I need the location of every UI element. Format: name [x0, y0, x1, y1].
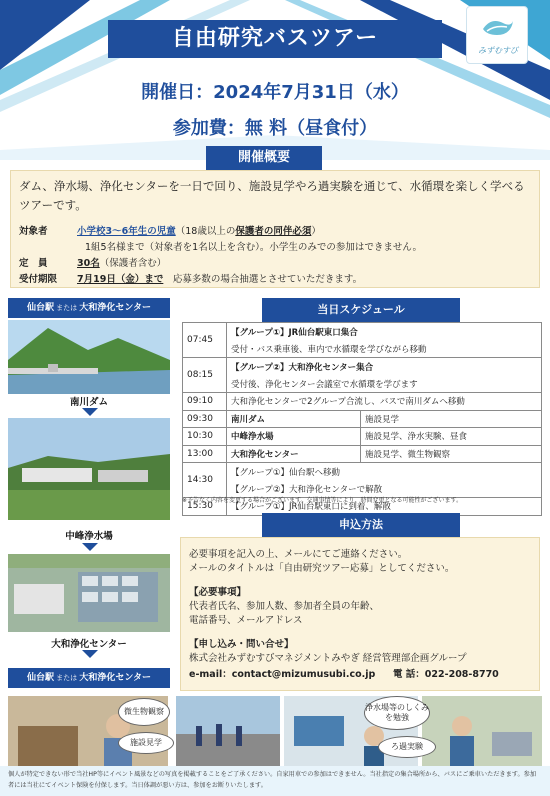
- schedule-place: 南川ダム: [227, 410, 361, 428]
- schedule-line: 【グループ①】JR仙台駅東口に到着、解散: [227, 498, 542, 516]
- route-column: [8, 298, 170, 694]
- capacity-row: [19, 255, 166, 269]
- target-row: [19, 223, 321, 237]
- activity-photo: [422, 696, 542, 766]
- purification-center-photo: [8, 554, 170, 632]
- schedule-time: 09:10: [183, 393, 227, 411]
- requirements-title: 【必要事項】: [189, 587, 247, 598]
- deadline-note: 応募多数の場合抽選とさせていただきます。: [172, 274, 363, 285]
- start-station-a: 仙台駅: [26, 303, 54, 313]
- apply-box: [180, 537, 540, 691]
- route-arrow-icon: [82, 543, 98, 551]
- footer: [0, 766, 550, 796]
- bubble-microbe: 微生物観察: [118, 698, 170, 726]
- schedule-time: 09:30: [183, 410, 227, 428]
- capacity-value: 30名: [77, 258, 100, 269]
- schedule-row: [183, 358, 542, 376]
- company-name: 株式会社みずむすびマネジメントみやぎ 経営管理部企画グループ: [189, 653, 467, 664]
- start-station-b: 大和浄化センター: [79, 303, 152, 313]
- activity-photo: [176, 696, 280, 766]
- requirements-line-2: 電話番号、メールアドレス: [189, 615, 303, 626]
- deadline-row: [19, 271, 362, 285]
- schedule-time: 10:30: [183, 428, 227, 446]
- target-row-2: 1組5名様まで（対象者を1名以上を含む）。小学生のみでの参加はできません。: [85, 242, 422, 253]
- target-guardian: 保護者の同伴必須: [235, 226, 312, 237]
- contact-email[interactable]: e-mail：contact@mizumusubi.co.jp: [189, 669, 376, 680]
- schedule-time: 07:45: [183, 323, 227, 358]
- dam-photo: [8, 320, 170, 394]
- end-station-a: 仙台駅: [26, 673, 54, 683]
- schedule-activity: 施設見学、浄水実験、昼食: [361, 428, 542, 446]
- schedule-line: 大和浄化センターで2グループ合流し、バスで南川ダムへ移動: [227, 393, 542, 411]
- schedule-time: 13:00: [183, 445, 227, 463]
- overview-intro: ダム、浄水場、浄化センターを一日で回り、施設見学やろ過実験を通じて、水循環を楽しく学べるツアーです。: [19, 179, 525, 212]
- event-date: 開催日：2024年7月31日（水）: [141, 82, 409, 103]
- schedule-heading: 当日スケジュール: [262, 298, 460, 322]
- water-plant-photo: [8, 418, 170, 520]
- contact-title: 【申し込み・問い合せ】: [189, 639, 294, 650]
- overview-box: [10, 170, 540, 288]
- dam-caption: 南川ダム: [69, 397, 108, 408]
- deadline-value: 7月19日（金）まで: [77, 274, 164, 285]
- schedule-activity: 施設見学、微生物観察: [361, 445, 542, 463]
- event-fee: 参加費：無 料（昼食付）: [172, 118, 378, 139]
- schedule-place: 中峰浄水場: [227, 428, 361, 446]
- route-arrow-icon: [82, 650, 98, 658]
- apply-line-2: メールのタイトルは「自由研究ツアー応募」としてください。: [189, 563, 455, 574]
- capacity-label: 定 員: [19, 258, 48, 269]
- schedule-time: 14:30: [183, 463, 227, 498]
- schedule-note: ※予告なく内容を変更する場合がございます。交通事情等により、時間変更となる可能性がございます。: [182, 497, 463, 504]
- start-station-banner: [8, 298, 170, 318]
- schedule-row: [183, 445, 542, 463]
- overview-heading: 開催概要: [206, 146, 322, 170]
- schedule-line: 【グループ②】大和浄化センター集合: [227, 358, 542, 376]
- footer-note: 個人が特定できない形で当社HP等にイベント風景などの写真を掲載することをご了承ください。自家用車での参加はできません。当社指定の集合場所から、バスにご乗車いただきます。参加者には当社にてイベント保険を付保します。当日体調が悪い方は、参加をお断りいたします。: [8, 771, 537, 789]
- route-arrow-icon: [82, 408, 98, 416]
- schedule-line: 【グループ①】仙台駅へ移動: [227, 463, 542, 481]
- schedule-activity: 施設見学: [361, 410, 542, 428]
- schedule-time: 15:30: [183, 498, 227, 516]
- target-main: 小学校3～6年生の児童: [77, 226, 176, 237]
- schedule-place: 大和浄化センター: [227, 445, 361, 463]
- schedule-row: [183, 410, 542, 428]
- schedule-row: [183, 323, 542, 341]
- schedule-line: 受付後、浄化センター会議室で水循環を学びます: [227, 375, 542, 393]
- bubble-filtration: ろ過実験: [378, 736, 436, 758]
- bubble-study: 浄水場等のしくみを勉強: [364, 696, 430, 730]
- schedule-row: [183, 393, 542, 411]
- purification-center-caption: 大和浄化センター: [51, 639, 127, 650]
- bubble-tour: 施設見学: [118, 732, 174, 754]
- activity-photos: [8, 696, 542, 766]
- target-paren-open: （18歳以上の: [175, 226, 236, 237]
- target-label: 対象者: [19, 226, 48, 237]
- page-title: 自由研究バスツアー: [171, 26, 379, 51]
- schedule-table: [182, 322, 542, 516]
- end-station-banner: [8, 668, 170, 688]
- requirements-line-1: 代表者氏名、参加人数、参加者全員の年齢、: [189, 601, 380, 612]
- leaf-logo-icon: [481, 15, 515, 39]
- start-station-or: または: [53, 304, 80, 312]
- capacity-note: （保護者含む）: [99, 258, 167, 269]
- contact-phone: 電 話：022-208-8770: [393, 669, 499, 680]
- water-plant-caption: 中峰浄水場: [65, 531, 113, 542]
- schedule-row: [183, 428, 542, 446]
- target-paren-close: ）: [311, 226, 321, 237]
- schedule-row: [183, 463, 542, 481]
- schedule-line: 受付・バス乗車後、車内で水循環を学びながら移動: [227, 340, 542, 358]
- apply-line-1: 必要事項を記入の上、メールにてご連絡ください。: [189, 549, 408, 560]
- apply-heading: 申込方法: [262, 513, 460, 537]
- schedule-line: 【グループ②】大和浄化センターで解散: [227, 480, 542, 498]
- company-logo: [466, 6, 528, 64]
- schedule-time: 08:15: [183, 358, 227, 393]
- schedule-line: 【グループ①】JR仙台駅東口集合: [227, 323, 542, 341]
- end-station-or: または: [53, 674, 80, 682]
- end-station-b: 大和浄化センター: [79, 673, 152, 683]
- deadline-label: 受付期限: [19, 274, 58, 285]
- logo-text: みずむすび: [478, 46, 518, 55]
